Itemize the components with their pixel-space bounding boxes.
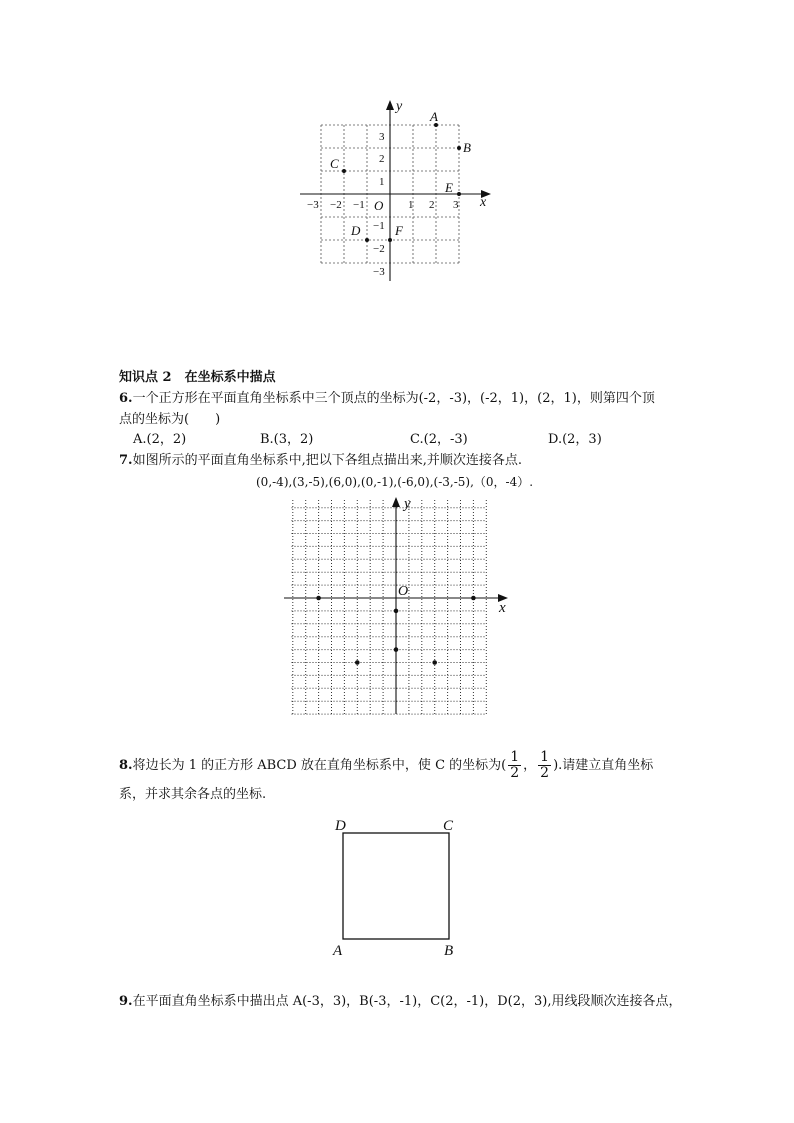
q6-line-1 (119, 389, 655, 409)
x-tick: −2 (330, 199, 342, 211)
point-E (457, 192, 461, 196)
x-tick: −3 (307, 199, 319, 211)
point-D (365, 238, 369, 242)
q6-option-d: D.(2，3) (548, 432, 602, 447)
q6-number: 6. (119, 391, 133, 406)
vertex-label-B: B (444, 943, 454, 959)
y-axis-label: y (404, 496, 411, 512)
x-tick: 2 (429, 199, 435, 211)
point-B (457, 146, 461, 150)
x-axis-label: x (499, 600, 506, 616)
point-label-A: A (430, 109, 438, 124)
y-tick: 2 (379, 153, 385, 165)
q9-line (119, 992, 681, 1012)
x-tick: 3 (453, 199, 459, 211)
y-axis-label: y (396, 99, 403, 114)
origin-label: O (374, 198, 384, 213)
y-tick: 1 (379, 176, 385, 188)
y-tick: 3 (379, 131, 385, 143)
q6-text: 一个正方形在平面直角坐标系中三个顶点的坐标为(-2，-3)，(-2，1)，(2，1)，则第四个顶 (132, 391, 655, 406)
fraction-x: $\frac{1}{2}$ (510, 749, 520, 781)
plotted-point (355, 660, 360, 665)
q6-option-c: C.(2，-3) (410, 432, 468, 447)
plotted-point (471, 596, 476, 601)
point-label-B: B (463, 140, 471, 155)
q6-line-2: 点的坐标为( ) (119, 412, 221, 427)
q8-line-1: 8.将边长为 1 的正方形 ABCD 放在直角坐标系中，使 C 的坐标为( $\frac{1}{2}$ ， $\frac{1}{2}$ ).请建立直角坐标 (119, 749, 654, 781)
q8-line-2: 系，并求其余各点的坐标. (119, 787, 267, 802)
y-tick: −2 (373, 243, 385, 255)
point-label-E: E (445, 180, 453, 195)
vertex-label-C: C (443, 818, 454, 834)
q9-number: 9. (119, 994, 133, 1009)
vertex-label-D: D (335, 818, 346, 834)
x-tick: 1 (408, 199, 414, 211)
figure-square-abcd (330, 812, 470, 962)
q8-text-before: 将边长为 1 的正方形 ABCD 放在直角坐标系中，使 C 的坐标为( (132, 758, 507, 773)
x-tick: −1 (353, 199, 365, 211)
point-C (342, 169, 346, 173)
q8-text-after: ).请建立直角坐标 (553, 758, 654, 773)
q6-option-b: B.(3，2) (260, 432, 314, 447)
point-label-C: C (330, 156, 339, 171)
q6-option-a: A.(2，2) (133, 432, 187, 447)
q7-number: 7. (119, 453, 133, 468)
point-label-D: D (351, 223, 361, 238)
y-tick: −1 (373, 220, 385, 232)
figure-coordinate-grid-1 (295, 95, 505, 285)
q7-text: 如图所示的平面直角坐标系中,把以下各组点描出来,并顺次连接各点. (132, 453, 522, 468)
fraction-y: $\frac{1}{2}$ (540, 749, 550, 781)
q7-line (119, 451, 522, 471)
y-tick: −3 (373, 266, 385, 278)
x-axis-label: x (480, 195, 487, 210)
plotted-point (394, 609, 399, 614)
q9-text: 在平面直角坐标系中描出点 A(-3，3)，B(-3，-1)，C(2，-1)，D(2，3),用线段顺次连接各点， (132, 994, 682, 1009)
q8-number: 8. (119, 758, 133, 773)
origin-label: O (398, 584, 409, 599)
plotted-point (394, 647, 399, 652)
figure-coordinate-grid-2 (282, 492, 514, 716)
point-F (388, 238, 392, 242)
q7-coordinates: (0,-4),(3,-5),(6,0),(0,-1),(-6,0),(-3,-5),（0，-4）. (256, 475, 534, 489)
plotted-point (316, 596, 321, 601)
section-title: 知识点 2 在坐标系中描点 (119, 370, 276, 385)
point-label-F: F (395, 223, 403, 238)
vertex-label-A: A (333, 943, 343, 959)
plotted-point (432, 660, 437, 665)
